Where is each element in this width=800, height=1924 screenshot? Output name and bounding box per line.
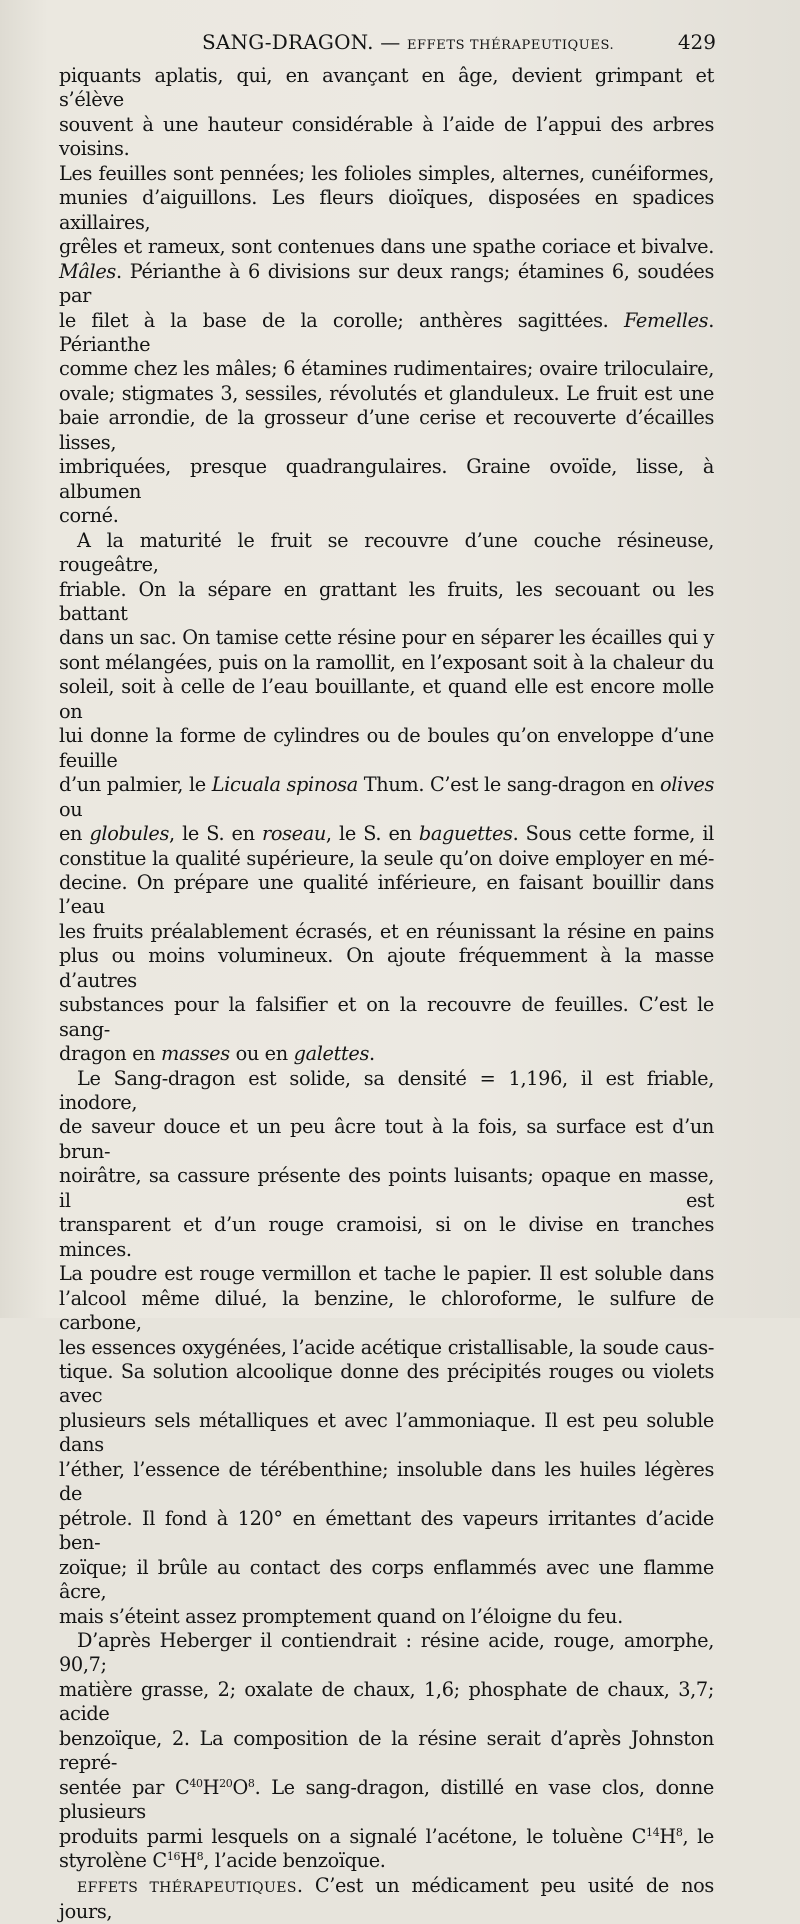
text-line: dragon en masses ou en galettes. [59, 1042, 375, 1066]
paragraph-first-line: D’après Heberger il contiendrait : résine acide, rouge, amorphe, 90,7; [59, 1629, 714, 1677]
text-line: La poudre est rouge vermillon et tache le papier. Il est soluble dans [59, 1262, 714, 1286]
text-line: munies d’aiguillons. Les fleurs dioïques, disposées en spadices axillaires, [59, 186, 714, 234]
text-line: l’éther, l’essence de térébenthine; insoluble dans les huiles légères de [59, 1457, 714, 1506]
text-line-formula: produits parmi lesquels on a signalé l’acétone, le toluène $C^{14}H^8$, le [59, 1824, 714, 1848]
text-line-formula: sentée par $C^{40}H^{20}O^8$. Le sang-dragon, distillé en vase clos, donne plusieurs [59, 1775, 714, 1824]
text-line: matière grasse, 2; oxalate de chaux, 1,6; phosphate de chaux, 3,7; acide [59, 1677, 714, 1726]
text-line: soleil, soit à celle de l’eau bouillante, et quand elle est encore molle on [59, 675, 714, 723]
text-line: en globules, le S. en roseau, le S. en baguettes. Sous cette forme, il [59, 822, 714, 846]
text-line: ovale; stigmates 3, sessiles, révolutés et glanduleux. Le fruit est une [59, 381, 714, 405]
text-line: mais s’éteint assez promptement quand on l’éloigne du feu. [59, 1604, 623, 1628]
text-line: sont mélangées, puis on la ramollit, en l’exposant soit à la chaleur du [59, 650, 714, 674]
running-title: SANG-DRAGON. — EFFETS THÉRAPEUTIQUES. [202, 30, 615, 54]
text-line: decine. On prépare une qualité inférieure, en faisant bouillir dans l’eau [59, 870, 714, 919]
body-text [59, 64, 714, 1924]
text-line: piquants aplatis, qui, en avançant en âge, devient grimpant et s’élève [59, 64, 714, 112]
text-line: pétrole. Il fond à 120° en émettant des vapeurs irritantes d’acide ben- [59, 1506, 714, 1555]
running-header [60, 30, 716, 60]
text-line: Les feuilles sont pennées; les folioles simples, alternes, cunéiformes, [59, 161, 714, 185]
text-line: imbriquées, presque quadrangulaires. Graine ovoïde, lisse, à albumen [59, 455, 714, 503]
text-line-formula: styrolène $C^{16}H^8$, l’acide benzoïque. [59, 1849, 386, 1873]
text-line: dans un sac. On tamise cette résine pour en séparer les écailles qui y [59, 626, 714, 650]
text-line: comme chez les mâles; 6 étamines rudimentaires; ovaire triloculaire, [59, 357, 714, 381]
text-line: souvent à une hauteur considérable à l’aide de l’appui des arbres voisins. [59, 112, 714, 161]
text-line: plusieurs sels métalliques et avec l’ammoniaque. Il est peu soluble dans [59, 1408, 714, 1457]
text-line: transparent et d’un rouge cramoisi, si on le divise en tranches minces. [59, 1213, 714, 1261]
text-line: les fruits préalablement écrasés, et en réunissant la résine en pains [59, 919, 714, 943]
text-line: lui donne la forme de cylindres ou de boules qu’on enveloppe d’une feuille [59, 724, 714, 772]
section-heading-line: EFFETS THÉRAPEUTIQUES. C’est un médicament peu usité de nos jours, [59, 1873, 714, 1923]
text-line: substances pour la falsifier et on la recouvre de feuilles. C’est le sang- [59, 993, 714, 1041]
text-line: les essences oxygénées, l’acide acétique cristallisable, la soude caus- [59, 1335, 714, 1359]
text-line: Mâles. Périanthe à 6 divisions sur deux rangs; étamines 6, soudées par [59, 259, 714, 308]
text-line: zoïque; il brûle au contact des corps enflammés avec une flamme âcre, [59, 1555, 714, 1604]
text-line: l’alcool même dilué, la benzine, le chloroforme, le sulfure de carbone, [59, 1286, 714, 1335]
text-line: tique. Sa solution alcoolique donne des précipités rouges ou violets avec [59, 1360, 714, 1408]
text-line: constitue la qualité supérieure, la seule qu’on doive employer en mé- [59, 846, 714, 870]
text-line: noirâtre, sa cassure présente des points luisants; opaque en masse, il est [59, 1164, 714, 1212]
text-line: friable. On la sépare en grattant les fruits, les secouant ou les battant [59, 577, 714, 625]
page-number: 429 [677, 30, 716, 54]
text-line: grêles et rameux, sont contenues dans une spathe coriace et bivalve. [59, 235, 714, 259]
text-line: d’un palmier, le Licuala spinosa Thum. C’est le sang-dragon en olives ou [59, 773, 714, 821]
text-line: le filet à la base de la corolle; anthères sagittées. Femelles. Périanthe [59, 308, 714, 356]
text-line: benzoïque, 2. La composition de la résine serait d’après Johnston repré- [59, 1726, 714, 1775]
text-line: corné. [59, 504, 119, 528]
paragraph-first-line: A la maturité le fruit se recouvre d’une couche résineuse, rougeâtre, [59, 528, 714, 577]
text-line: plus ou moins volumineux. On ajoute fréquemment à la masse d’autres [59, 944, 714, 992]
text-line: de saveur douce et un peu âcre tout à la fois, sa surface est d’un brun- [59, 1115, 714, 1163]
running-section: EFFETS THÉRAPEUTIQUES. [406, 38, 615, 53]
text-line: baie arrondie, de la grosseur d’une cerise et recouverte d’écailles lisses, [59, 406, 714, 454]
paragraph-first-line: Le Sang-dragon est solide, sa densité = 1,196, il est friable, inodore, [59, 1066, 714, 1115]
